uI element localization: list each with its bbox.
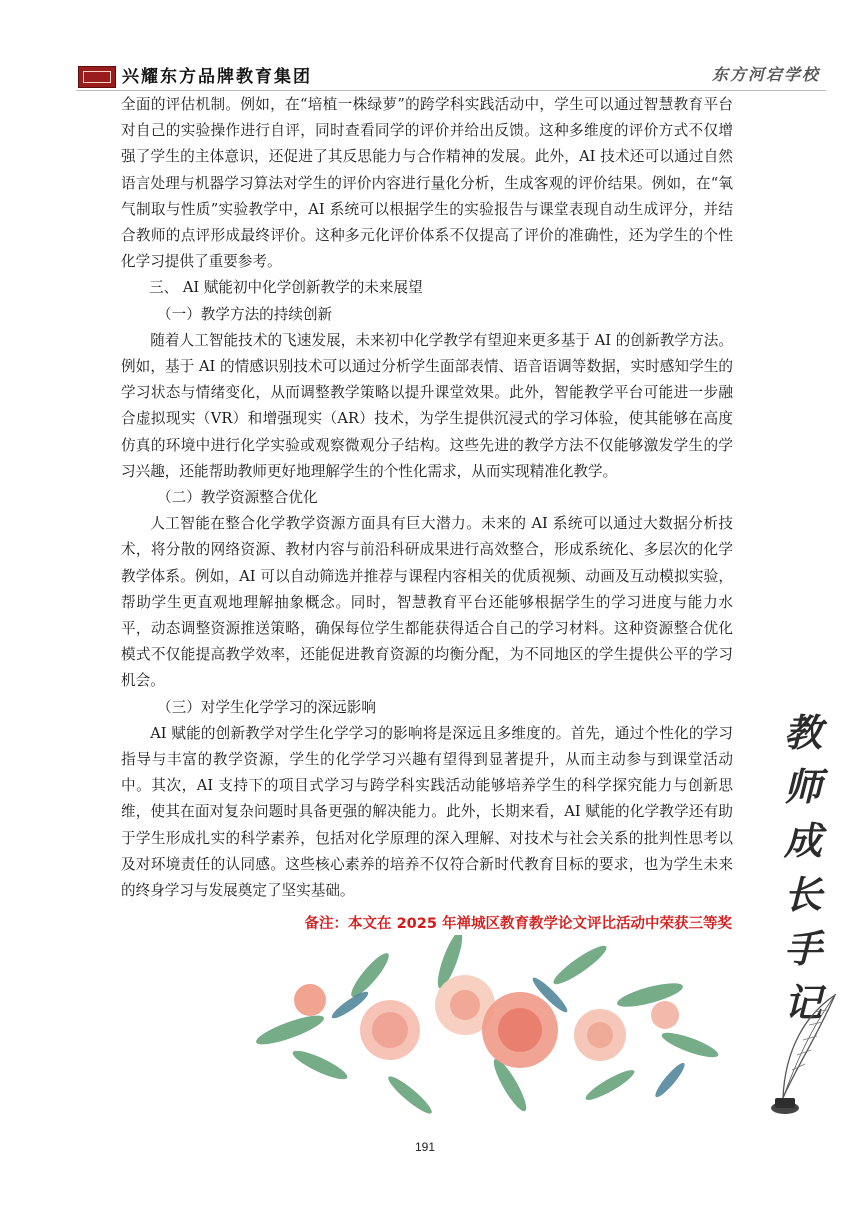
subsection-heading-methods: （一）教学方法的持续创新 <box>157 305 333 323</box>
paragraph-impact: AI 赋能的创新教学对学生化学学习的影响将是深远且多维度的。首先，通过个性化的学习指导与丰富的教学资源，学生的化学学习兴趣有望得到显著提升，从而主动参与到课堂活动中。其次，AI 支持下的项目式学习与跨学科实践活动能够培养学生的科学探究能力与创新思维，使其在面对复杂问题时具备更强的解决能力。此外，长期来看，AI 赋能的化学教学还有助于学生形成扎实的科学素养，包括对化学原理的深入理解、对技术与社会关系的批判性思考以及对环境责任的认同感。这些核心素养的培养不仅符合新时代教育目标的要求，也为学生未来的终身学习与发展奠定了坚实基础。 <box>121 724 733 900</box>
group-logo <box>78 66 116 88</box>
floral-decoration <box>250 935 730 1120</box>
quill-icon <box>765 990 845 1120</box>
paragraph-methods: 随着人工智能技术的飞速发展，未来初中化学教学有望迎来更多基于 AI 的创新教学方法。例如，基于 AI 的情感识别技术可以通过分析学生面部表情、语音语调等数据，实时感知学生的学习状态与情绪变化，从而调整教学策略以提升课堂效果。此外，智能教学平台可能进一步融合虚拟现实（VR）和增强现实（AR）技术，为学生提供沉浸式的学习体验，使其能够在高度仿真的环境中进行化学实验或观察微观分子结构。这些先进的教学方法不仅能够激发学生的学习兴趣，还能帮助教师更好地理解学生的个性化需求，从而实现精准化教学。 <box>121 331 733 480</box>
side-title: 教师成长手记 <box>783 710 822 1025</box>
award-note: 备注：本文在 2025 年禅城区教育教学论文评比活动中荣获三等奖 <box>304 916 732 932</box>
page-header <box>0 0 850 92</box>
paragraph-resources: 人工智能在整合化学教学资源方面具有巨大潜力。未来的 AI 系统可以通过大数据分析技术，将分散的网络资源、教材内容与前沿科研成果进行高效整合，形成系统化、多层次的化学教学体系。例如，AI 可以自动筛选并推荐与课程内容相关的优质视频、动画及互动模拟实验，帮助学生更直观地理解抽象概念。同时，智慧教育平台还能够根据学生的学习进度与能力水平，动态调整资源推送策略，确保每位学生都能获得适合自己的学习材料。这种资源整合优化模式不仅能提高教学效率，还能促进教育资源的均衡分配，为不同地区的学生提供公平的学习机会。 <box>121 515 733 690</box>
paragraph-evaluation: 全面的评估机制。例如，在“培植一株绿萝”的跨学科实践活动中，学生可以通过智慧教育平台对自己的实验操作进行自评，同时查看同学的评价并给出反馈。这种多维度的评价方式不仅增强了学生的主体意识，还促进了其反思能力与合作精神的发展。此外，AI 技术还可以通过自然语言处理与机器学习算法对学生的评价内容进行量化分析，生成客观的评价结果。例如，在“氧气制取与性质”实验教学中，AI 系统可以根据学生的实验报告与课堂表现自动生成评分，并结合教师的点评形成最终评价。这种多元化评价体系不仅提高了评价的准确性，还为学生的个性化学习提供了重要参考。 <box>121 96 733 271</box>
page-number: 191 <box>414 1140 436 1154</box>
group-name: 兴耀东方品牌教育集团 <box>122 67 312 87</box>
article-body <box>121 92 733 904</box>
header-divider <box>76 90 826 91</box>
section-heading: 三、 AI 赋能初中化学创新教学的未来展望 <box>149 279 423 297</box>
subsection-heading-impact: （三）对学生化学学习的深远影响 <box>157 698 376 716</box>
school-name: 东方河宕学校 <box>711 65 820 84</box>
subsection-heading-resources: （二）教学资源整合优化 <box>157 489 318 507</box>
